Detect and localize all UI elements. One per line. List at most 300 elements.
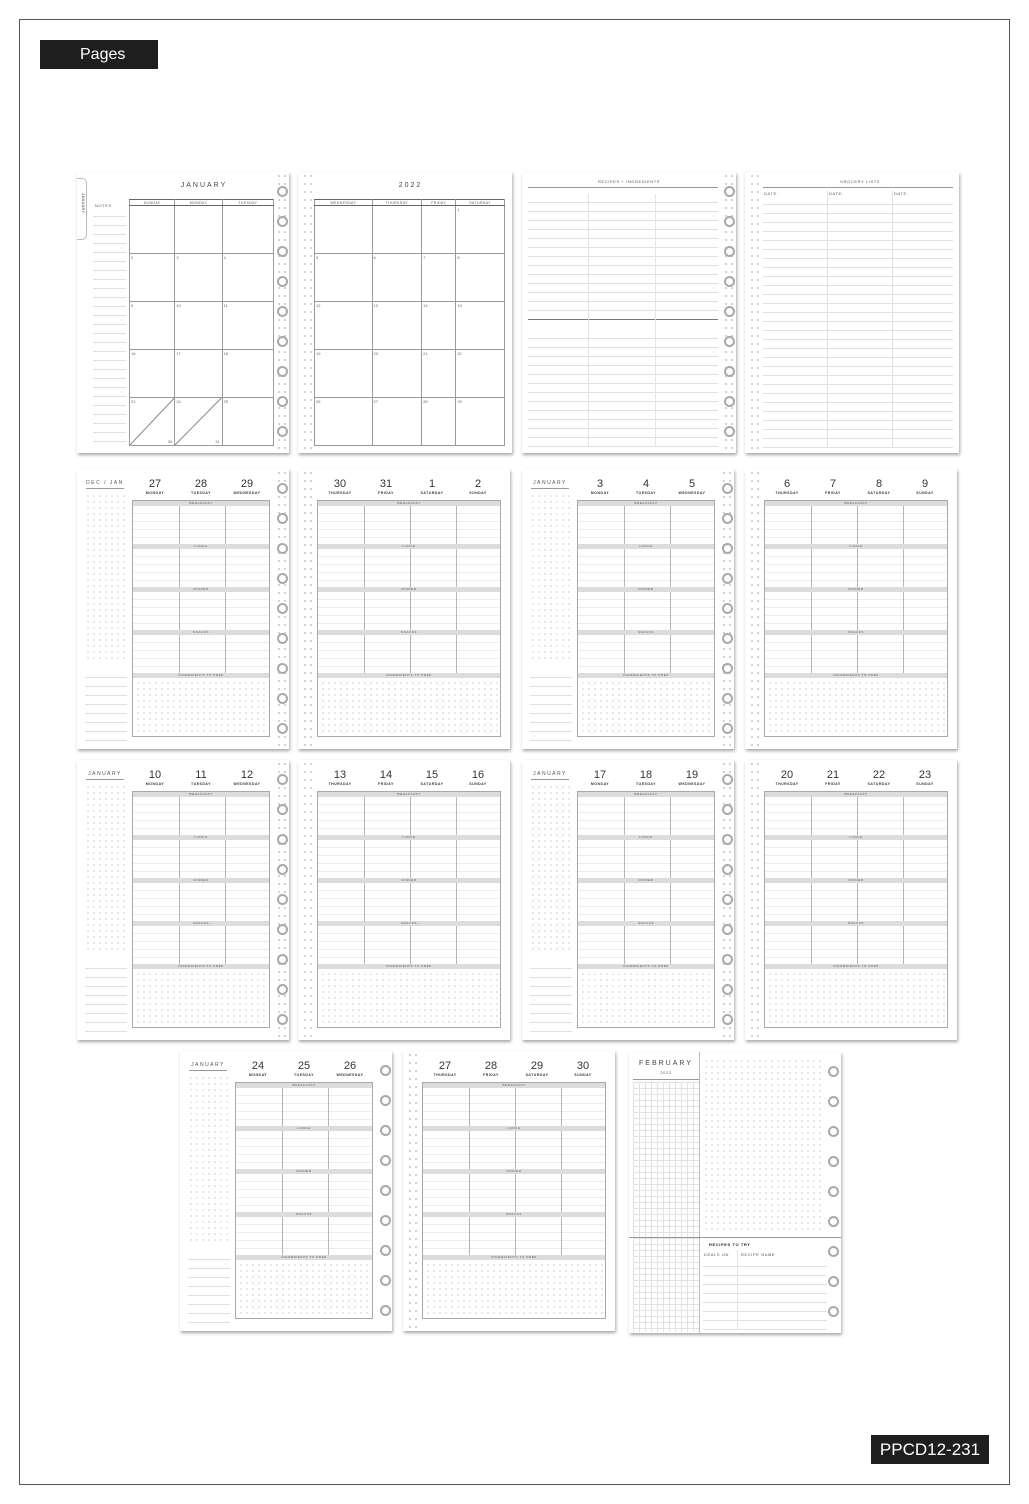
day-cell[interactable] [130,206,175,254]
prep-dot-area [320,680,498,734]
meal-lines [318,592,500,630]
binder-ring [724,246,735,257]
meal-section-bar: SNACKS [133,921,269,926]
meal-lines [133,506,269,544]
month-tab[interactable] [77,178,87,240]
meal-section-bar: INGREDIENTS TO PREP [578,964,714,969]
day-number: 21 [423,351,428,356]
prep-dot-area [767,680,945,734]
calendar-week-row [315,254,505,302]
year-title: 2022 [398,182,423,189]
grocery-title: GROCERY LISTS [839,179,881,184]
day-number: 11 [223,303,228,308]
day-number: 5 [688,478,696,490]
day-name: WEDNESDAY [233,782,261,786]
calendar-week-row [130,206,274,254]
binder-ring [277,543,288,554]
day-number: 14 [423,303,428,308]
divider [763,187,953,188]
binder-ring [380,1065,391,1076]
day-number: 15 [457,303,462,308]
day-number: 1 [428,478,436,490]
meal-grid [577,500,715,737]
divider [528,319,718,320]
day-name: TUESDAY [191,782,211,786]
day-name: TUESDAY [191,491,211,495]
day-name: THURSDAY [433,1073,457,1077]
binder-ring [722,804,733,815]
meal-lines [765,797,947,835]
meal-lines [578,883,714,921]
day-number: 8 [875,478,883,490]
prep-dot-area [320,971,498,1025]
day-name: SATURDAY [867,491,891,495]
meal-lines [318,635,500,673]
divider [629,1237,841,1238]
meal-lines [133,926,269,964]
binder-ring [277,483,288,494]
calendar-week-row [130,302,274,350]
meal-section-bar: SNACKS [423,1212,605,1217]
meal-lines [765,506,947,544]
binder-ring [380,1125,391,1136]
day-cell[interactable] [456,302,505,350]
col-line [588,194,589,446]
recipes-to-try-label: RECIPES TO TRY [709,1242,751,1247]
day-name: SUNDAY [574,1073,592,1077]
day-cell[interactable] [315,254,373,302]
divider [86,488,124,489]
day-number: 3 [176,255,179,260]
day-number: 2 [131,255,134,260]
day-cell[interactable] [175,398,222,446]
binder-ring [277,216,288,227]
meal-section-bar: BREAKFAST [236,1083,372,1088]
day-number: 1 [457,207,460,212]
binder-ring [722,483,733,494]
day-name: MONDAY [145,491,165,495]
meal-section-bar: INGREDIENTS TO PREP [318,964,500,969]
day-name: SATURDAY [420,491,444,495]
day-cell[interactable] [130,254,175,302]
day-number: 18 [223,351,229,356]
day-cell[interactable] [130,350,175,398]
binder-ring [722,984,733,995]
day-number: 29 [530,1060,544,1072]
meal-lines [765,840,947,878]
binder-ring [277,804,288,815]
week-month-label: DEC / JAN [86,480,124,486]
day-number: 30 [576,1060,590,1072]
notes-dot-area [85,493,127,663]
binder-ring [722,633,733,644]
meal-grid [132,500,270,737]
weekday-label: WEDNESDAY [315,200,373,206]
day-cell[interactable] [456,254,505,302]
weekly-left-page [77,469,289,749]
binder-ring [828,1186,839,1197]
day-cell[interactable] [175,206,222,254]
meal-lines [133,883,269,921]
day-name: MONDAY [145,782,165,786]
day-number: 4 [642,478,650,490]
meal-lines [578,506,714,544]
monthly-right-page [298,172,512,453]
day-number: 28 [423,399,428,404]
day-cell[interactable] [422,206,456,254]
binder-ring [724,396,735,407]
meal-section-bar: DINNER [578,878,714,883]
grocery-page [745,172,959,453]
month-grid-left [129,199,274,446]
binder-ring [722,1014,733,1025]
col-line [892,190,893,448]
weekly-right-page [403,1051,615,1331]
day-number: 23 [918,769,932,781]
weekly-right-page [745,469,957,749]
calendar-week-row [130,350,274,398]
meal-section-bar: LUNCH [578,544,714,549]
calendar-week-row [130,254,274,302]
binder-ring [722,603,733,614]
binder-ring [722,834,733,845]
binder-ring [722,693,733,704]
binder-ring [722,894,733,905]
binder-ring [277,573,288,584]
day-name: SUNDAY [469,782,487,786]
meal-section-bar: LUNCH [236,1126,372,1131]
graph-grid [633,1082,699,1332]
day-number: 20 [373,351,378,356]
day-name: SATURDAY [525,1073,549,1077]
binder-ring [277,984,288,995]
day-name: FRIDAY [825,491,841,495]
notes-dot-area [85,784,127,954]
day-name: THURSDAY [775,491,799,495]
notes-lines [85,669,127,745]
meal-lines [578,592,714,630]
dot-strip [302,760,313,1040]
day-cell[interactable] [422,302,456,350]
meal-lines [578,926,714,964]
binder-ring [828,1276,839,1287]
day-cell[interactable] [130,398,175,446]
day-number: 11 [195,769,207,781]
day-cell[interactable] [422,398,456,446]
calendar-week-row [315,206,505,254]
february-title: FEBRUARY [639,1060,693,1067]
day-cell[interactable] [175,254,222,302]
prep-dot-area [135,680,267,734]
monthly-left-page [77,172,289,453]
weekday-label: TUESDAY [222,200,273,206]
notes-dot-area [530,493,572,663]
meal-lines [578,840,714,878]
month-title: JANUARY [180,182,228,189]
binder-ring [722,663,733,674]
day-cell[interactable] [222,254,273,302]
day-number: 14 [379,769,393,781]
notes-label: NOTES [95,203,112,208]
binder-ring [277,186,288,197]
weekday-label: FRIDAY [422,200,456,206]
recipe-lines-top [528,194,718,319]
day-cell[interactable] [315,302,373,350]
meal-lines [578,549,714,587]
meal-section-bar: LUNCH [318,835,500,840]
meal-grid [132,791,270,1028]
weekly-right-page [298,469,510,749]
day-cell[interactable] [372,254,422,302]
product-code: PPCD12-231 [871,1435,989,1464]
day-name: SATURDAY [867,782,891,786]
calendar-table [129,199,274,446]
meal-section-bar: BREAKFAST [318,792,500,797]
day-cell[interactable] [222,398,273,446]
notes-lines [530,669,572,745]
day-name: MONDAY [590,782,610,786]
notes-lines [85,960,127,1036]
binder-ring [277,894,288,905]
meal-grid [317,791,501,1028]
binder-ring [277,366,288,377]
meal-grid [764,791,948,1028]
col-line [827,190,828,448]
binder-ring [722,864,733,875]
meal-section-bar: SNACKS [133,630,269,635]
day-name: FRIDAY [378,782,394,786]
split-day-number: 30 [167,439,173,444]
binder-ring [722,543,733,554]
weekly-left-page [77,760,289,1040]
day-number: 30 [333,478,347,490]
meal-section-bar: INGREDIENTS TO PREP [133,673,269,678]
meal-lines [765,883,947,921]
notes-lines [188,1251,230,1327]
binder-ring [828,1156,839,1167]
split-day-diagonal [175,398,221,445]
meal-lines [765,549,947,587]
binder-ring [724,366,735,377]
calendar-week-row [130,398,274,446]
weekday-label: SATURDAY [456,200,505,206]
day-number: 19 [316,351,321,356]
calendar-table [314,199,505,446]
day-number: 7 [423,255,426,260]
binder-ring [277,276,288,287]
meal-lines [765,635,947,673]
day-cell[interactable] [222,350,273,398]
day-cell[interactable] [222,206,273,254]
week-month-label: JANUARY [533,771,567,777]
binder-ring [380,1095,391,1106]
meal-lines [236,1131,372,1169]
weekly-right-page [745,760,957,1040]
binder-ring [380,1185,391,1196]
meal-section-bar: LUNCH [765,544,947,549]
day-name: WEDNESDAY [678,491,706,495]
split-day-diagonal [130,398,174,445]
divider [189,1070,227,1071]
recipe-name-label: RECIPE NAME [741,1252,776,1257]
day-cell[interactable] [130,302,175,350]
meal-lines [236,1088,372,1126]
weekly-left-page [522,760,734,1040]
notes-dot-area [530,784,572,954]
meal-section-bar: LUNCH [318,544,500,549]
binder-ring [277,306,288,317]
meal-lines [318,926,500,964]
meal-lines [133,840,269,878]
day-number: 26 [343,1060,357,1072]
meal-lines [318,797,500,835]
day-number: 20 [780,769,794,781]
binder-ring [724,306,735,317]
day-name: MONDAY [590,491,610,495]
day-cell[interactable] [372,350,422,398]
meal-section-bar: LUNCH [578,835,714,840]
binder-ring [380,1245,391,1256]
day-cell[interactable] [175,350,222,398]
meal-grid [764,500,948,737]
meal-lines [133,592,269,630]
day-cell[interactable] [372,398,422,446]
meal-section-bar: DINNER [133,878,269,883]
day-name: SUNDAY [916,491,934,495]
meal-section-bar: BREAKFAST [765,501,947,506]
day-cell[interactable] [456,398,505,446]
weekly-left-page [522,469,734,749]
prep-dot-area [238,1262,370,1316]
binder-ring [277,603,288,614]
day-cell[interactable] [422,350,456,398]
meal-section-bar: LUNCH [133,835,269,840]
col-line [737,1250,738,1330]
day-number: 24 [176,399,181,404]
binder-ring [724,216,735,227]
binder-ring [380,1305,391,1316]
week-month-label: JANUARY [191,1062,225,1068]
day-name: TUESDAY [636,491,656,495]
binder-ring [277,924,288,935]
day-name: WEDNESDAY [678,782,706,786]
meal-section-bar: INGREDIENTS TO PREP [765,964,947,969]
day-number: 29 [240,478,254,490]
meal-section-bar: BREAKFAST [765,792,947,797]
meal-section-bar: SNACKS [765,921,947,926]
prep-dot-area [580,680,712,734]
day-cell[interactable] [422,254,456,302]
meal-section-bar: BREAKFAST [578,501,714,506]
day-number: 25 [297,1060,311,1072]
week-month-label: JANUARY [533,480,567,486]
meal-lines [423,1088,605,1126]
weekday-label: THURSDAY [372,200,422,206]
day-number: 6 [783,478,791,490]
binder-ring [724,276,735,287]
day-number: 27 [438,1060,452,1072]
day-number: 16 [131,351,136,356]
meal-section-bar: DINNER [578,587,714,592]
weekday-label: SUNDAY [130,200,175,206]
prep-dot-area [580,971,712,1025]
binder-ring [277,246,288,257]
recipes-page [522,172,736,453]
date-label-3: DATE: [894,191,909,196]
weekly-left-page [180,1051,392,1331]
day-number: 4 [223,255,226,260]
day-cell[interactable] [222,302,273,350]
calendar-week-row [315,350,505,398]
recipe-try-lines [703,1258,827,1330]
day-name: THURSDAY [328,491,352,495]
day-number: 26 [316,399,321,404]
calendar-week-row [315,302,505,350]
meal-section-bar: DINNER [133,587,269,592]
binder-ring [277,1014,288,1025]
day-cell[interactable] [315,398,373,446]
binder-ring [277,513,288,524]
prep-dot-area [135,971,267,1025]
day-name: SUNDAY [916,782,934,786]
day-number: 13 [373,303,378,308]
day-cell[interactable] [372,206,422,254]
binder-ring [724,186,735,197]
day-name: WEDNESDAY [336,1073,364,1077]
binder-ring [724,336,735,347]
day-number: 16 [471,769,485,781]
day-number: 15 [425,769,439,781]
meal-lines [578,635,714,673]
february-year: 2022 [660,1070,672,1075]
day-cell[interactable] [315,350,373,398]
dot-strip [749,760,760,1040]
meal-lines [318,840,500,878]
day-number: 23 [131,399,136,404]
binder-ring [277,426,288,437]
binder-ring [277,633,288,644]
meal-lines [236,1217,372,1255]
binder-ring [277,864,288,875]
day-cell[interactable] [456,206,505,254]
binder-ring [828,1126,839,1137]
dot-strip [749,469,760,749]
binder-ring [828,1096,839,1107]
day-number: 5 [316,255,319,260]
week-month-label: JANUARY [88,771,122,777]
day-number: 17 [593,769,607,781]
meal-lines [318,883,500,921]
meal-lines [133,549,269,587]
day-number: 18 [639,769,653,781]
split-day-number: 31 [215,439,220,444]
day-cell[interactable] [315,206,373,254]
day-number: 28 [194,478,208,490]
day-cell[interactable] [456,350,505,398]
meal-grid [317,500,501,737]
recipe-lines-bottom [528,330,718,448]
binder-ring [724,426,735,437]
day-cell[interactable] [372,302,422,350]
dot-strip [407,1051,418,1331]
day-cell[interactable] [175,302,222,350]
day-number: 10 [176,303,181,308]
binder-ring [277,774,288,785]
day-name: THURSDAY [328,782,352,786]
meal-lines [133,797,269,835]
meal-section-bar: BREAKFAST [133,792,269,797]
meal-section-bar: SNACKS [765,630,947,635]
